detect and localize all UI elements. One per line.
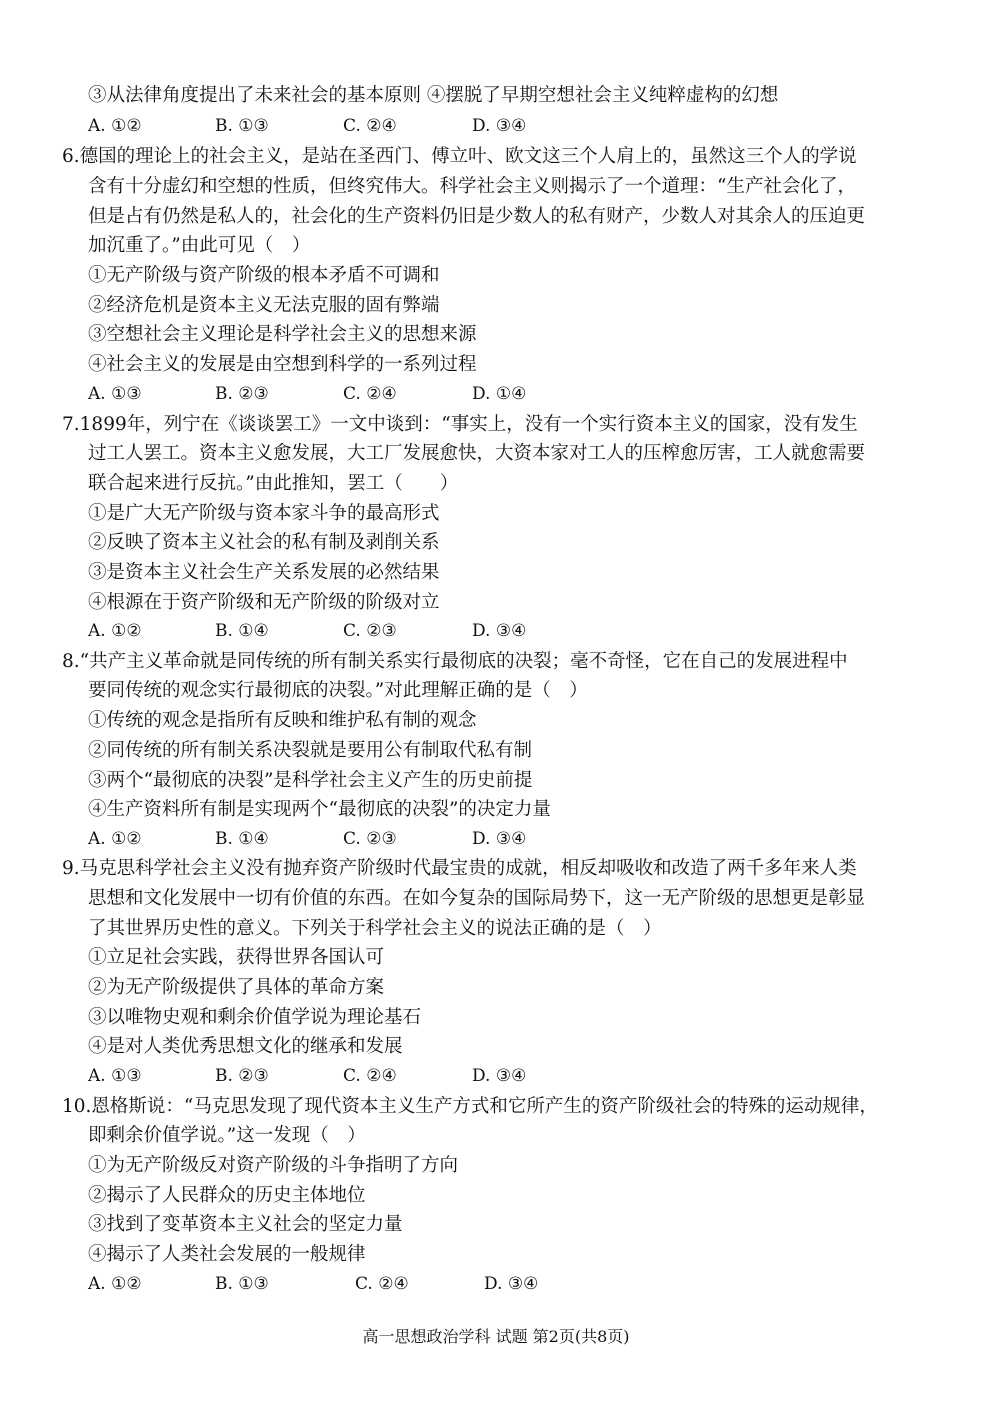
q9-statement-2: ②为无产阶级提供了具体的革命方案: [88, 977, 385, 998]
q9-option-c: C. ②④: [343, 1066, 397, 1086]
q6-statement-1: ①无产阶级与资产阶级的根本矛盾不可调和: [88, 265, 440, 286]
q6-statement-2: ②经济危机是资本主义无法克服的固有弊端: [88, 295, 440, 316]
q10-stem-line-2: 即剩余价值学说。”这一发现（ ）: [88, 1125, 366, 1146]
q10-statement-3: ③找到了变革资本主义社会的坚定力量: [88, 1214, 403, 1235]
q8-option-b: B. ①④: [215, 829, 269, 849]
q5-options: [88, 116, 688, 140]
q7-statement-2: ②反映了资本主义社会的私有制及剥削关系: [88, 532, 440, 553]
q10-statement-4: ④揭示了人类社会发展的一般规律: [88, 1244, 366, 1265]
q6-stem-line-1: 6.德国的理论上的社会主义，是站在圣西门、傅立叶、欧文这三个人肩上的，虽然这三个人的学说: [62, 146, 857, 167]
q6-options: [88, 384, 688, 408]
q8-stem-line-1: 8.“共产主义革命就是同传统的所有制关系实行最彻底的决裂；毫不奇怪，它在自己的发展进程中: [62, 651, 848, 672]
q9-statement-3: ③以唯物史观和剩余价值学说为理论基石: [88, 1007, 422, 1028]
q8-option-d: D. ③④: [472, 829, 527, 849]
q9-options: [88, 1066, 688, 1090]
q9-option-b: B. ②③: [215, 1066, 269, 1086]
q9-stem-line-3: 了其世界历史性的意义。下列关于科学社会主义的说法正确的是（ ）: [88, 918, 662, 939]
page-footer: 高一思想政治学科 试题 第2页(共8页): [362, 1327, 630, 1346]
q7-option-c: C. ②③: [343, 621, 397, 641]
q6-option-d: D. ①④: [472, 384, 527, 404]
q9-statement-4: ④是对人类优秀思想文化的继承和发展: [88, 1036, 403, 1057]
q6-statement-3: ③空想社会主义理论是科学社会主义的思想来源: [88, 324, 477, 345]
q10-statement-2: ②揭示了人民群众的历史主体地位: [88, 1185, 366, 1206]
q8-statement-1: ①传统的观念是指所有反映和维护私有制的观念: [88, 710, 477, 731]
q6-option-a: A. ①③: [88, 384, 142, 404]
q7-option-b: B. ①④: [215, 621, 269, 641]
q7-statement-3: ③是资本主义社会生产关系发展的必然结果: [88, 562, 440, 583]
q10-stem-line-1: 10.恩格斯说：“马克思发现了现代资本主义生产方式和它所产生的资产阶级社会的特殊的运动规律，: [62, 1096, 878, 1117]
q8-options: [88, 829, 688, 853]
q5-statements-line: ③从法律角度提出了未来社会的基本原则 ④摆脱了早期空想社会主义纯粹虚构的幻想: [88, 85, 779, 106]
q9-statement-1: ①立足社会实践，获得世界各国认可: [88, 947, 385, 968]
q8-statement-4: ④生产资料所有制是实现两个“最彻底的决裂”的决定力量: [88, 799, 551, 820]
q7-option-a: A. ①②: [88, 621, 142, 641]
q6-stem-line-3: 但是占有仍然是私人的，社会化的生产资料仍旧是少数人的私有财产，少数人对其余人的压迫更: [88, 206, 866, 227]
q10-option-b: B. ①③: [215, 1274, 269, 1294]
q8-statement-3: ③两个“最彻底的决裂”是科学社会主义产生的历史前提: [88, 770, 533, 791]
q6-statement-4: ④社会主义的发展是由空想到科学的一系列过程: [88, 354, 477, 375]
q5-option-c: C. ②④: [343, 116, 397, 136]
q9-option-a: A. ①③: [88, 1066, 142, 1086]
q6-option-b: B. ②③: [215, 384, 269, 404]
q10-statement-1: ①为无产阶级反对资产阶级的斗争指明了方向: [88, 1155, 459, 1176]
q7-statement-4: ④根源在于资产阶级和无产阶级的阶级对立: [88, 592, 440, 613]
q6-option-c: C. ②④: [343, 384, 397, 404]
q10-option-c: C. ②④: [355, 1274, 409, 1294]
q10-options: [88, 1274, 688, 1298]
q8-stem-line-2: 要同传统的观念实行最彻底的决裂。”对此理解正确的是（ ）: [88, 680, 588, 701]
q7-stem-line-2: 过工人罢工。资本主义愈发展，大工厂发展愈快，大资本家对工人的压榨愈厉害，工人就愈需要: [88, 443, 866, 464]
q10-option-d: D. ③④: [484, 1274, 539, 1294]
q10-option-a: A. ①②: [88, 1274, 142, 1294]
q9-option-d: D. ③④: [472, 1066, 527, 1086]
q8-option-c: C. ②③: [343, 829, 397, 849]
q5-option-b: B. ①③: [215, 116, 269, 136]
q5-option-a: A. ①②: [88, 116, 142, 136]
q6-stem-line-4: 加沉重了。”由此可见（ ）: [88, 235, 311, 256]
q8-statement-2: ②同传统的所有制关系决裂就是要用公有制取代私有制: [88, 740, 533, 761]
q9-stem-line-1: 9.马克思科学社会主义没有抛弃资产阶级时代最宝贵的成就，相反却吸收和改造了两千多年来人类: [62, 858, 857, 879]
q8-option-a: A. ①②: [88, 829, 142, 849]
q7-statement-1: ①是广大无产阶级与资本家斗争的最高形式: [88, 503, 440, 524]
q7-option-d: D. ③④: [472, 621, 527, 641]
q5-option-d: D. ③④: [472, 116, 527, 136]
q9-stem-line-2: 思想和文化发展中一切有价值的东西。在如今复杂的国际局势下，这一无产阶级的思想更是彰显: [88, 888, 866, 909]
q7-options: [88, 621, 688, 645]
q7-stem-line-3: 联合起来进行反抗。”由此推知，罢工（ ）: [88, 473, 459, 494]
q6-stem-line-2: 含有十分虚幻和空想的性质，但终究伟大。科学社会主义则揭示了一个道理：“生产社会化了，: [88, 176, 856, 197]
q7-stem-line-1: 7.1899年，列宁在《谈谈罢工》一文中谈到：“事实上，没有一个实行资本主义的国家，没有发生: [62, 414, 858, 435]
